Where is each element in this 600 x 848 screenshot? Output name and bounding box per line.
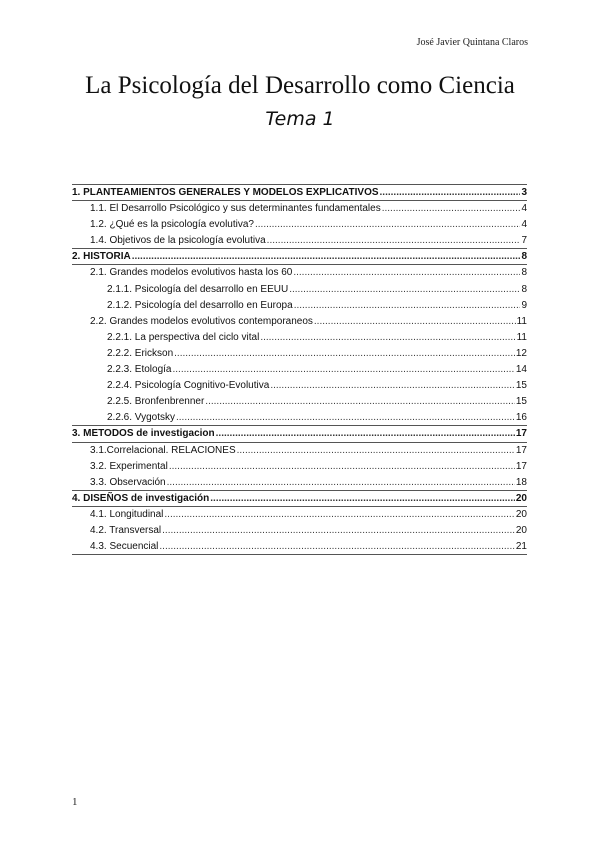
toc-entry-page: 11 bbox=[516, 315, 527, 327]
toc-dot-leader bbox=[293, 265, 520, 281]
toc-entry-page: 14 bbox=[515, 364, 527, 376]
toc-entry-page: 8 bbox=[521, 283, 527, 295]
toc-entry-label: 2.2.1. La perspectiva del ciclo vital bbox=[107, 331, 260, 343]
toc-dot-leader bbox=[132, 249, 521, 265]
toc-entry-page: 4 bbox=[521, 203, 527, 215]
toc-dot-leader bbox=[167, 475, 515, 491]
toc-entry[interactable] bbox=[72, 233, 527, 249]
toc-entry-label: 1.4. Objetivos de la psicología evolutiva bbox=[90, 235, 266, 247]
toc-entry-label: 3.1.Correlacional. RELACIONES bbox=[90, 444, 236, 456]
toc-entry[interactable] bbox=[72, 249, 527, 265]
toc-entry-page: 15 bbox=[515, 380, 527, 392]
toc-entry[interactable] bbox=[72, 523, 527, 539]
toc-entry-label: 2.1.1. Psicología del desarrollo en EEUU bbox=[107, 283, 289, 295]
toc-entry-page: 17 bbox=[515, 428, 527, 440]
toc-entry-label: 2.1.2. Psicología del desarrollo en Europa bbox=[107, 299, 293, 311]
toc-entry-page: 3 bbox=[521, 187, 527, 198]
toc-entry-label: 2. HISTORIA bbox=[72, 251, 131, 263]
toc-entry-page: 12 bbox=[515, 347, 527, 359]
toc-dot-leader bbox=[205, 394, 515, 410]
toc-entry[interactable] bbox=[72, 475, 527, 491]
toc-entry[interactable] bbox=[72, 346, 527, 362]
toc-entry-label: 2.1. Grandes modelos evolutivos hasta los 60 bbox=[90, 267, 293, 279]
toc-entry-label: 3. METODOS de investigacion bbox=[72, 428, 215, 440]
toc-entry[interactable] bbox=[72, 282, 527, 298]
toc-entry[interactable] bbox=[72, 201, 527, 217]
toc-entry-label: 3.2. Experimental bbox=[90, 460, 168, 472]
toc-entry[interactable] bbox=[72, 265, 527, 281]
toc-entry-label: 2.2. Grandes modelos evolutivos contemporaneos bbox=[90, 315, 313, 327]
toc-entry-page: 8 bbox=[521, 267, 527, 279]
toc-entry-label: 4.2. Transversal bbox=[90, 524, 162, 536]
toc-entry[interactable] bbox=[72, 314, 527, 330]
toc-entry[interactable] bbox=[72, 362, 527, 378]
toc-dot-leader bbox=[294, 298, 521, 314]
toc-entry-page: 8 bbox=[521, 251, 527, 263]
toc-entry-label: 2.2.4. Psicología Cognitivo-Evolutiva bbox=[107, 380, 270, 392]
toc-dot-leader bbox=[176, 410, 515, 426]
toc-entry-page: 20 bbox=[515, 508, 527, 520]
toc-dot-leader bbox=[162, 523, 515, 539]
toc-entry[interactable] bbox=[72, 426, 527, 442]
toc-entry-page: 17 bbox=[515, 444, 527, 456]
toc-entry-label: 2.2.5. Bronfenbrenner bbox=[107, 396, 205, 408]
toc-entry[interactable] bbox=[72, 298, 527, 314]
toc-entry-page: 7 bbox=[521, 235, 527, 247]
toc-entry[interactable] bbox=[72, 185, 527, 201]
toc-dot-leader bbox=[237, 443, 515, 459]
toc-entry-label: 4. DISEÑOS de investigación bbox=[72, 492, 210, 504]
toc-entry-page: 20 bbox=[515, 524, 527, 536]
toc-entry-page: 11 bbox=[516, 331, 527, 343]
toc-entry-page: 18 bbox=[515, 476, 527, 488]
table-of-contents bbox=[72, 184, 527, 555]
toc-dot-leader bbox=[159, 539, 514, 555]
toc-entry-label: 3.3. Observación bbox=[90, 476, 166, 488]
toc-dot-leader bbox=[267, 233, 521, 249]
toc-entry-page: 4 bbox=[521, 219, 527, 231]
header-author: José Javier Quintana Claros bbox=[416, 37, 528, 48]
toc-dot-leader bbox=[174, 346, 515, 362]
toc-entry-page: 16 bbox=[515, 412, 527, 424]
toc-dot-leader bbox=[270, 378, 515, 394]
toc-entry-label: 1.1. El Desarrollo Psicológico y sus determinantes fundamentales bbox=[90, 203, 381, 215]
toc-entry-page: 20 bbox=[515, 492, 527, 504]
toc-entry-page: 17 bbox=[515, 460, 527, 472]
toc-dot-leader bbox=[164, 507, 514, 523]
toc-dot-leader bbox=[289, 282, 520, 298]
toc-entry-label: 4.3. Secuencial bbox=[90, 541, 159, 553]
toc-entry[interactable] bbox=[72, 507, 527, 523]
page-number: 1 bbox=[72, 796, 78, 808]
toc-entry-page: 21 bbox=[515, 541, 527, 553]
toc-dot-leader bbox=[314, 314, 516, 330]
toc-entry[interactable] bbox=[72, 330, 527, 346]
toc-entry-label: 2.2.6. Vygotsky bbox=[107, 412, 175, 424]
toc-entry-label: 2.2.3. Etología bbox=[107, 364, 172, 376]
toc-entry-label: 1. PLANTEAMIENTOS GENERALES Y MODELOS EXPLICATIVOS bbox=[72, 187, 379, 198]
toc-dot-leader bbox=[216, 426, 515, 442]
toc-entry[interactable] bbox=[72, 394, 527, 410]
toc-entry[interactable] bbox=[72, 410, 527, 426]
toc-dot-leader bbox=[380, 185, 521, 201]
toc-entry[interactable] bbox=[72, 459, 527, 475]
toc-dot-leader bbox=[173, 362, 515, 378]
toc-entry-label: 1.2. ¿Qué es la psicología evolutiva? bbox=[90, 219, 254, 231]
toc-entry[interactable] bbox=[72, 217, 527, 233]
toc-dot-leader bbox=[169, 459, 515, 475]
toc-entry[interactable] bbox=[72, 443, 527, 459]
document-title: La Psicología del Desarrollo como Ciencia bbox=[85, 72, 515, 99]
toc-entry-page: 9 bbox=[521, 299, 527, 311]
document-subtitle: Tema 1 bbox=[265, 108, 335, 130]
toc-dot-leader bbox=[210, 491, 515, 507]
toc-entry[interactable] bbox=[72, 378, 527, 394]
toc-dot-leader bbox=[255, 217, 520, 233]
toc-dot-leader bbox=[260, 330, 515, 346]
toc-entry-label: 2.2.2. Erickson bbox=[107, 347, 174, 359]
toc-entry[interactable] bbox=[72, 491, 527, 507]
toc-entry-page: 15 bbox=[515, 396, 527, 408]
toc-entry-label: 4.1. Longitudinal bbox=[90, 508, 164, 520]
toc-dot-leader bbox=[382, 201, 521, 217]
toc-entry[interactable] bbox=[72, 539, 527, 555]
